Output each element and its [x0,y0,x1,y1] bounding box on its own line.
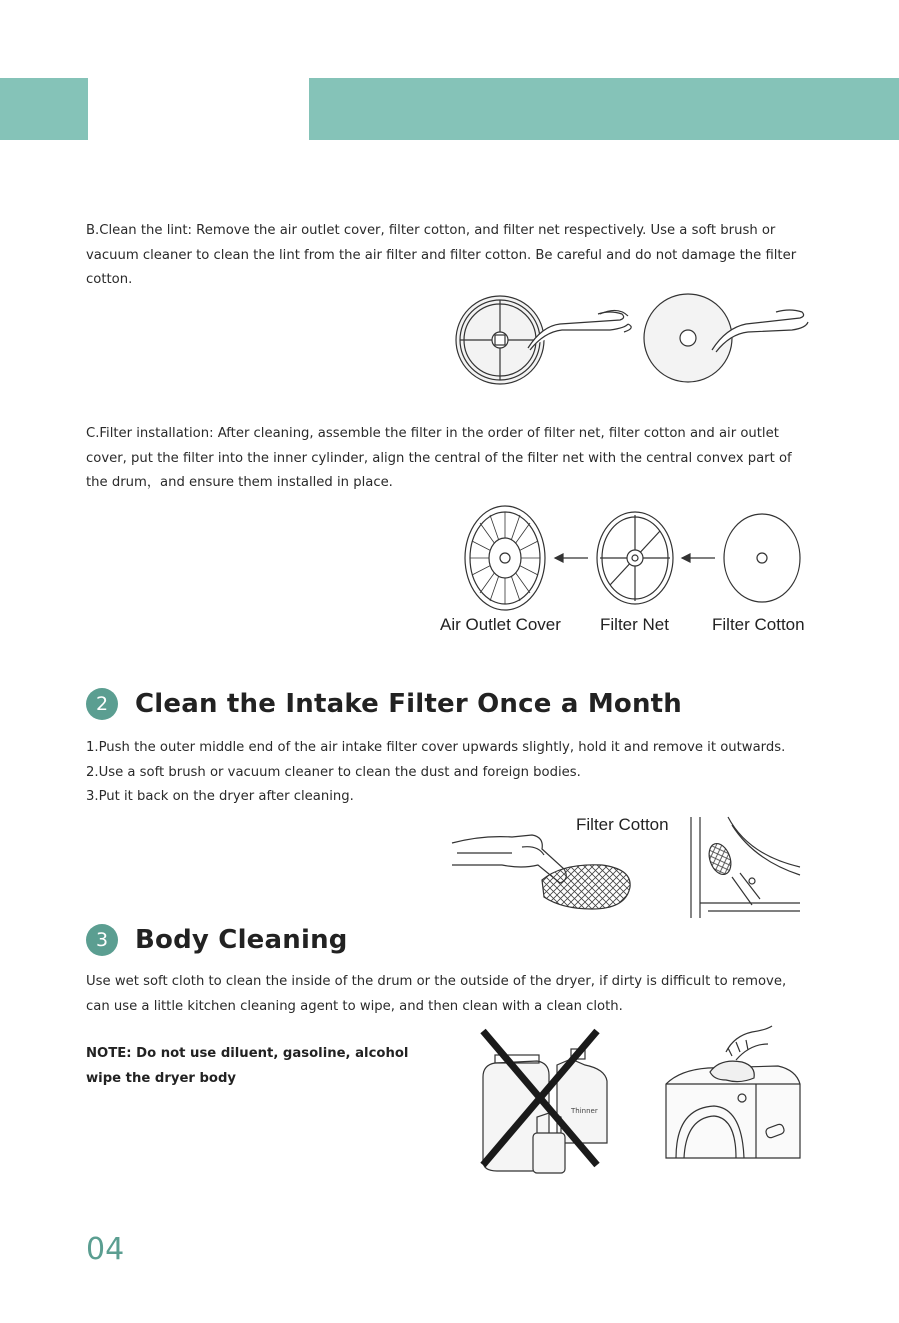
filter-assembly-illustration [460,503,810,613]
wiping-dryer-illustration [660,1022,808,1162]
section-number-badge: 3 [86,924,118,956]
section-3-heading [86,920,348,960]
list-item: 3.Put it back on the dryer after cleaning. [86,789,354,804]
section-2-heading [86,684,682,724]
label-air-outlet-cover: Air Outlet Cover [440,615,561,634]
intake-filter-cleaning-illustration [452,825,637,920]
prohibited-chemicals-illustration [475,1025,615,1177]
header-band-left [0,78,88,140]
label-intake-filter-cotton: Filter Cotton [576,815,669,834]
header-band-right [309,78,899,140]
section-number-badge: 2 [86,688,118,720]
paragraph-filter-installation: C.Filter installation: After cleaning, assemble the filter in the order of filter net, filter cotton and air outlet cover, put the filter into the inner cylinder, align the central of the filter net with the central convex part of the drum，and ensure them installed in place. [86,426,792,490]
page-number: 04 [86,1232,125,1267]
intake-filter-steps [86,736,812,810]
clean-lint-illustration [450,288,810,388]
body-cleaning-text: Use wet soft cloth to clean the inside of the drum or the outside of the dryer, if dirty is difficult to remove, can use a little kitchen cleaning agent to wipe, and then clean with a clean cloth. [86,974,787,1014]
section-title: Clean the Intake Filter Once a Month [135,689,683,719]
label-filter-cotton: Filter Cotton [712,615,805,634]
list-item: 1.Push the outer middle end of the air intake filter cover upwards slightly, hold it and remove it outwards. [86,740,786,755]
label-filter-net: Filter Net [600,615,669,634]
paragraph-clean-lint: B.Clean the lint: Remove the air outlet cover, filter cotton, and filter net respectively. Use a soft brush or vacuum cleaner to clean the lint from the air filter and filter cotton. Be careful and do not damage the filter cotton. [86,223,797,287]
section-title: Body Cleaning [135,925,348,955]
thinner-label: Thinner [571,1107,598,1115]
note-warning: NOTE: Do not use diluent, gasoline, alcohol wipe the dryer body [86,1046,409,1086]
list-item: 2.Use a soft brush or vacuum cleaner to clean the dust and foreign bodies. [86,764,581,780]
dryer-intake-filter-illustration [688,815,803,920]
